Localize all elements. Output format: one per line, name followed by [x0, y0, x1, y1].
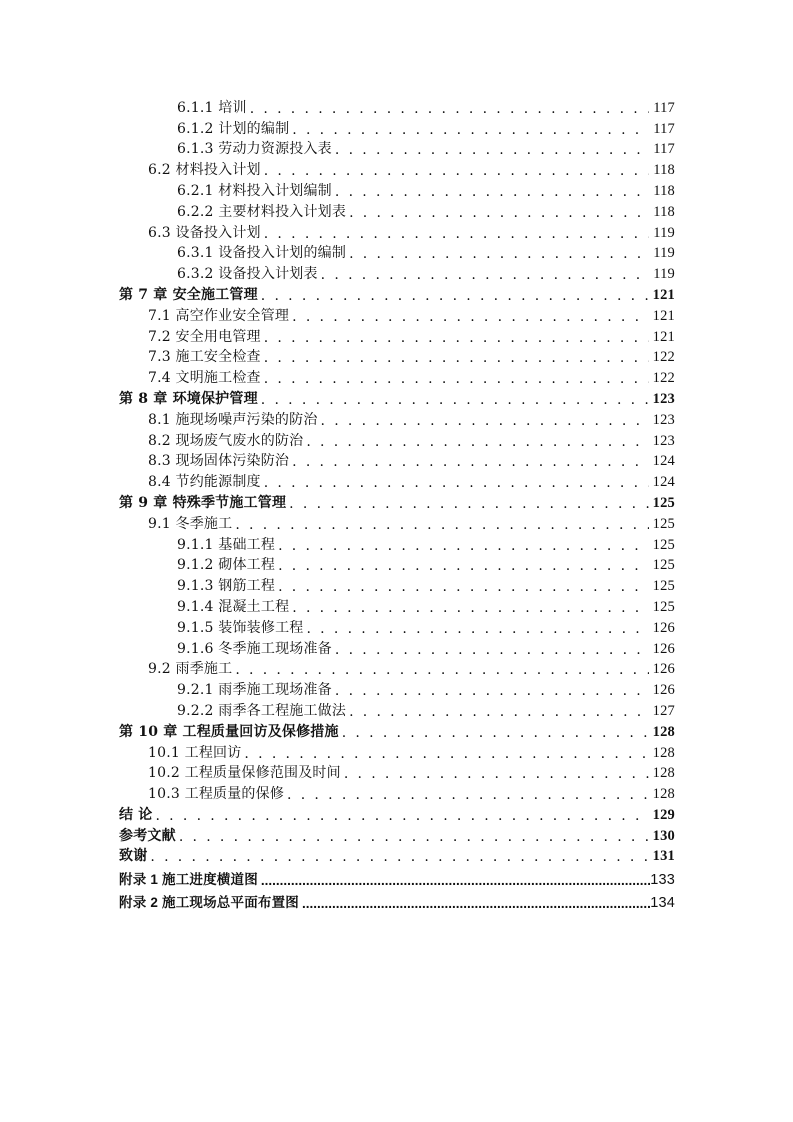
- toc-entry-label: 6.1.2 计划的编制: [177, 120, 290, 137]
- toc-entry-label: 6.3.1 设备投入计划的编制: [177, 245, 347, 262]
- toc-leader-dots: [349, 205, 649, 221]
- toc-entry-label: 致谢: [119, 848, 148, 865]
- toc-entry[interactable]: [119, 408, 675, 429]
- toc-entry-page: 124: [652, 453, 675, 470]
- toc-entry[interactable]: [119, 387, 675, 408]
- toc-entry-page: 126: [652, 640, 675, 657]
- toc-entry[interactable]: [119, 117, 675, 138]
- toc-entry[interactable]: [119, 200, 675, 221]
- toc-entry[interactable]: [119, 304, 675, 325]
- toc-leader-dots: [235, 517, 648, 533]
- toc-entry-label: 参考文献: [119, 827, 176, 844]
- toc-leader-dots: [235, 662, 648, 678]
- toc-leader-dots: [335, 683, 649, 699]
- toc-leader-dots: [292, 600, 648, 616]
- toc-entry-label: 9.1.1 基础工程: [177, 536, 276, 553]
- toc-leader-dots: [155, 808, 648, 824]
- toc-entry-page: 118: [653, 162, 675, 179]
- toc-entry-label: 附录 2 施工现场总平面布置图: [119, 895, 300, 911]
- toc-entry[interactable]: [119, 242, 675, 263]
- toc-entry-page: 125: [652, 598, 675, 615]
- toc-leader-dots: [264, 330, 649, 346]
- toc-leader-dots: [306, 434, 648, 450]
- toc-leader-dots: [278, 579, 649, 595]
- toc-leader-dots: [179, 829, 649, 845]
- toc-leader-dots: [292, 454, 649, 470]
- toc-leader-dots: [264, 163, 649, 179]
- toc-entry-label: 9.1.2 砌体工程: [177, 557, 276, 574]
- toc-entry-page: 125: [652, 536, 675, 553]
- toc-entry-page: 123: [652, 411, 675, 428]
- toc-entry-page: 126: [652, 682, 675, 699]
- toc-entry[interactable]: [119, 782, 675, 803]
- toc-leader-dots: [264, 475, 649, 491]
- toc-entry[interactable]: [119, 221, 675, 242]
- toc-entry[interactable]: [119, 262, 675, 283]
- toc-entry-label: 9.1 冬季施工: [148, 515, 233, 532]
- toc-leader-dots: [349, 704, 649, 720]
- toc-entry-label: 8.2 现场废气废水的防治: [148, 432, 304, 449]
- toc-entry-page: 125: [652, 557, 675, 574]
- toc-entry-page: 118: [653, 203, 675, 220]
- toc-entry-page: 123: [652, 432, 675, 449]
- toc-entry-label: 7.2 安全用电管理: [148, 328, 261, 345]
- toc-entry-label: 6.1.1 培训: [177, 99, 247, 116]
- toc-entry[interactable]: [119, 699, 675, 720]
- toc-entry-page: 128: [652, 744, 675, 761]
- toc-entry-page: 126: [652, 619, 675, 636]
- toc-leader-dots: [261, 873, 650, 888]
- toc-entry-label: 8.3 现场固体污染防治: [148, 453, 290, 470]
- toc-entry-label: 8.4 节约能源制度: [148, 474, 261, 491]
- toc-leader-dots: [349, 246, 649, 262]
- toc-entry[interactable]: [119, 158, 675, 179]
- toc-leader-dots: [250, 101, 650, 117]
- table-of-contents: [119, 96, 675, 911]
- toc-entry-label: 8.1 施现场噪声污染的防治: [148, 411, 318, 428]
- toc-leader-dots: [289, 496, 648, 512]
- toc-entry-label: 9.1.3 钢筋工程: [177, 578, 276, 595]
- toc-leader-dots: [292, 309, 649, 325]
- toc-entry[interactable]: [119, 470, 675, 491]
- toc-entry[interactable]: [119, 96, 675, 117]
- toc-entry-page: 122: [652, 349, 675, 366]
- toc-entry-page: 126: [652, 661, 675, 678]
- toc-entry-page: 125: [652, 494, 675, 511]
- toc-leader-dots: [344, 766, 649, 782]
- toc-entry-page: 125: [652, 515, 675, 532]
- toc-leader-dots: [261, 392, 649, 408]
- toc-leader-dots: [342, 725, 649, 741]
- toc-entry[interactable]: [119, 179, 675, 200]
- toc-entry-page: 127: [652, 702, 675, 719]
- toc-leader-dots: [264, 226, 649, 242]
- toc-entry-page: 119: [653, 224, 675, 241]
- toc-entry-label: 6.2.1 材料投入计划编制: [177, 182, 332, 199]
- toc-entry-page: 122: [652, 370, 675, 387]
- toc-entry-label: 7.1 高空作业安全管理: [148, 307, 290, 324]
- toc-entry-page: 118: [653, 182, 675, 199]
- toc-leader-dots: [278, 558, 649, 574]
- toc-leader-dots: [261, 288, 649, 304]
- toc-entry-label: 6.2 材料投入计划: [148, 162, 261, 179]
- toc-leader-dots: [264, 350, 649, 366]
- toc-entry-page: 125: [652, 578, 675, 595]
- toc-leader-dots: [335, 642, 649, 658]
- toc-entry[interactable]: [119, 346, 675, 367]
- toc-entry-page: 133: [650, 872, 675, 889]
- toc-entry-label: 第 10 章 工程质量回访及保修措施: [119, 723, 339, 740]
- toc-entry-page: 121: [652, 307, 675, 324]
- toc-entry-label: 结 论: [119, 806, 153, 823]
- toc-entry-label: 9.1.4 混凝土工程: [177, 598, 290, 615]
- toc-entry-page: 117: [653, 99, 675, 116]
- toc-entry-page: 121: [652, 286, 675, 303]
- toc-entry[interactable]: [119, 658, 675, 679]
- toc-entry-page: 134: [650, 895, 675, 912]
- toc-entry-page: 123: [652, 390, 675, 407]
- toc-entry-label: 6.1.3 劳动力资源投入表: [177, 141, 332, 158]
- toc-entry-page: 130: [652, 827, 675, 844]
- toc-entry-page: 131: [652, 848, 675, 865]
- toc-entry[interactable]: [119, 554, 675, 575]
- toc-leader-dots: [264, 371, 649, 387]
- toc-entry-page: 124: [652, 474, 675, 491]
- toc-entry-label: 6.3.2 设备投入计划表: [177, 266, 318, 283]
- toc-entry[interactable]: [119, 678, 675, 699]
- toc-entry[interactable]: [119, 595, 675, 616]
- toc-leader-dots: [278, 538, 649, 554]
- toc-entry[interactable]: [119, 741, 675, 762]
- toc-entry-page: 117: [653, 141, 675, 158]
- toc-leader-dots: [306, 621, 648, 637]
- toc-entry[interactable]: [119, 762, 675, 783]
- toc-entry-page: 117: [653, 120, 675, 137]
- toc-leader-dots: [321, 413, 649, 429]
- toc-entry[interactable]: [119, 803, 675, 824]
- toc-entry-label: 7.4 文明施工检查: [148, 370, 261, 387]
- toc-entry-page: 128: [652, 723, 675, 740]
- toc-entry[interactable]: [119, 429, 675, 450]
- toc-entry[interactable]: [119, 637, 675, 658]
- toc-entry[interactable]: [119, 283, 675, 304]
- toc-entry-label: 9.1.5 装饰装修工程: [177, 619, 304, 636]
- toc-leader-dots: [287, 787, 649, 803]
- toc-entry[interactable]: [119, 865, 675, 888]
- toc-entry[interactable]: [119, 366, 675, 387]
- toc-entry[interactable]: [119, 888, 675, 911]
- toc-entry-page: 129: [652, 806, 675, 823]
- toc-leader-dots: [302, 896, 650, 911]
- toc-entry-label: 6.2.2 主要材料投入计划表: [177, 203, 347, 220]
- toc-entry[interactable]: [119, 512, 675, 533]
- toc-entry-label: 6.3 设备投入计划: [148, 224, 261, 241]
- toc-entry-label: 9.2.2 雨季各工程施工做法: [177, 702, 347, 719]
- toc-entry[interactable]: [119, 824, 675, 845]
- toc-leader-dots: [244, 746, 648, 762]
- toc-entry-label: 附录 1 施工进度横道图: [119, 872, 258, 888]
- toc-leader-dots: [335, 142, 649, 158]
- toc-entry-label: 第 9 章 特殊季节施工管理: [119, 494, 287, 511]
- toc-entry-label: 第 7 章 安全施工管理: [119, 286, 258, 303]
- toc-entry-label: 9.2.1 雨季施工现场准备: [177, 682, 332, 699]
- toc-entry-page: 119: [653, 245, 675, 262]
- toc-leader-dots: [150, 849, 648, 865]
- toc-entry-label: 第 8 章 环境保护管理: [119, 390, 258, 407]
- toc-leader-dots: [292, 122, 649, 138]
- toc-entry-label: 10.1 工程回访: [148, 744, 242, 761]
- toc-entry[interactable]: [119, 138, 675, 159]
- toc-entry[interactable]: [119, 845, 675, 866]
- toc-entry[interactable]: [119, 533, 675, 554]
- toc-leader-dots: [321, 267, 650, 283]
- toc-entry[interactable]: [119, 616, 675, 637]
- toc-entry[interactable]: [119, 574, 675, 595]
- toc-entry-page: 121: [652, 328, 675, 345]
- toc-leader-dots: [335, 184, 649, 200]
- toc-entry-page: 128: [652, 786, 675, 803]
- toc-entry-label: 10.3 工程质量的保修: [148, 786, 285, 803]
- toc-entry-page: 119: [653, 266, 675, 283]
- toc-entry[interactable]: [119, 720, 675, 741]
- toc-entry-page: 128: [652, 765, 675, 782]
- toc-entry-label: 7.3 施工安全检查: [148, 349, 261, 366]
- toc-entry-label: 10.2 工程质量保修范围及时间: [148, 765, 341, 782]
- toc-entry-label: 9.1.6 冬季施工现场准备: [177, 640, 332, 657]
- toc-entry-label: 9.2 雨季施工: [148, 661, 233, 678]
- toc-entry[interactable]: [119, 491, 675, 512]
- toc-entry[interactable]: [119, 325, 675, 346]
- toc-entry[interactable]: [119, 450, 675, 471]
